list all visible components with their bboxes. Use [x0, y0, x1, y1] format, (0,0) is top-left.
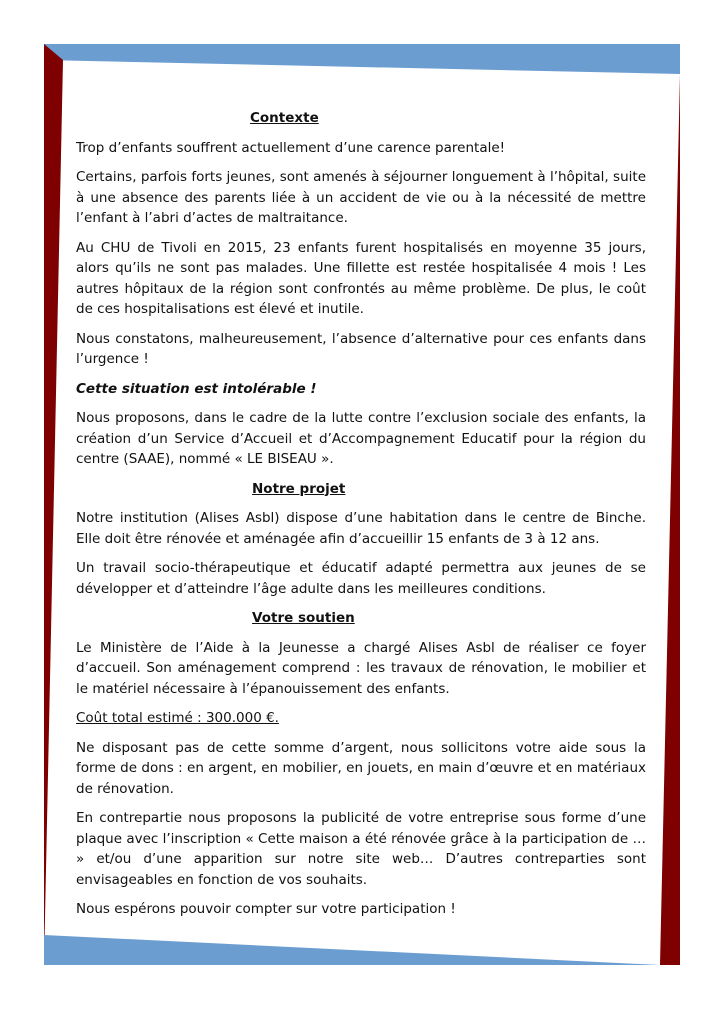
paragraph: En contrepartie nous proposons la publicité de votre entreprise sous forme d’une plaque avec l’inscription « Cette maison a été rénovée grâce à la participation de … » et/ou d’une apparition sur notre site web… D’autres contreparties sont envisageables en fonction de vos souhaits.: [76, 810, 646, 888]
heading-contexte: Contexte: [250, 110, 319, 126]
cost-line: [76, 708, 646, 729]
paragraph: Nous espérons pouvoir compter sur votre participation !: [76, 901, 456, 917]
paragraph: Nous constatons, malheureusement, l’absence d’alternative pour ces enfants dans l’urgence !: [76, 330, 646, 367]
paragraph: Notre institution (Alises Asbl) dispose d’une habitation dans le centre de Binche. Elle doit être rénovée et aménagée afin d’accueillir 15 enfants de 3 à 12 ans.: [76, 510, 646, 547]
top-blue-band: [44, 44, 680, 74]
right-red-band: [660, 74, 680, 965]
bottom-blue-band: [44, 935, 660, 965]
total-cost: Coût total estimé : 300.000 €.: [76, 710, 279, 726]
paragraph: Ne disposant pas de cette somme d’argent, nous sollicitons votre aide sous la forme de dons : en argent, en mobilier, en jouets, en main d’œuvre et en matériaux de rénovation.: [76, 739, 646, 797]
heading-projet: Notre projet: [252, 480, 346, 497]
left-red-band: [44, 44, 63, 965]
alert-statement: Cette situation est intolérable !: [76, 380, 317, 397]
paragraph: Au CHU de Tivoli en 2015, 23 enfants furent hospitalisés en moyenne 35 jours, alors qu’ils ne sont pas malades. Une fillette est restée hospitalisée 4 mois ! Les autres hôpitaux de la région sont confrontés au même problème. De plus, le coût de ces hospitalisations est élevé et inutile.: [76, 239, 646, 317]
document-body: [76, 108, 646, 929]
heading-soutien: Votre soutien: [252, 610, 355, 626]
paragraph: Nous proposons, dans le cadre de la lutte contre l’exclusion sociale des enfants, la création d’un Service d’Accueil et d’Accompagnement Educatif pour la région du centre (SAAE), nommé « LE BISEAU ».: [76, 410, 646, 467]
paragraph: Certains, parfois forts jeunes, sont amenés à séjourner longuement à l’hôpital, suite à une absence des parents liée à un accident de vie ou à la nécessité de mettre l’enfant à l’abri d’actes de maltraitance.: [76, 169, 646, 226]
paragraph: Un travail socio-thérapeutique et éducatif adapté permettra aux jeunes de se développer et d’atteindre l’âge adulte dans les meilleures conditions.: [76, 560, 646, 597]
paragraph: Le Ministère de l’Aide à la Jeunesse a chargé Alises Asbl de réaliser ce foyer d’accueil. Son aménagement comprend : les travaux de rénovation, le mobilier et le matériel nécessaire à l’épanouissement des enfants.: [76, 639, 646, 697]
paragraph: Trop d’enfants souffrent actuellement d’une carence parentale!: [76, 139, 506, 156]
